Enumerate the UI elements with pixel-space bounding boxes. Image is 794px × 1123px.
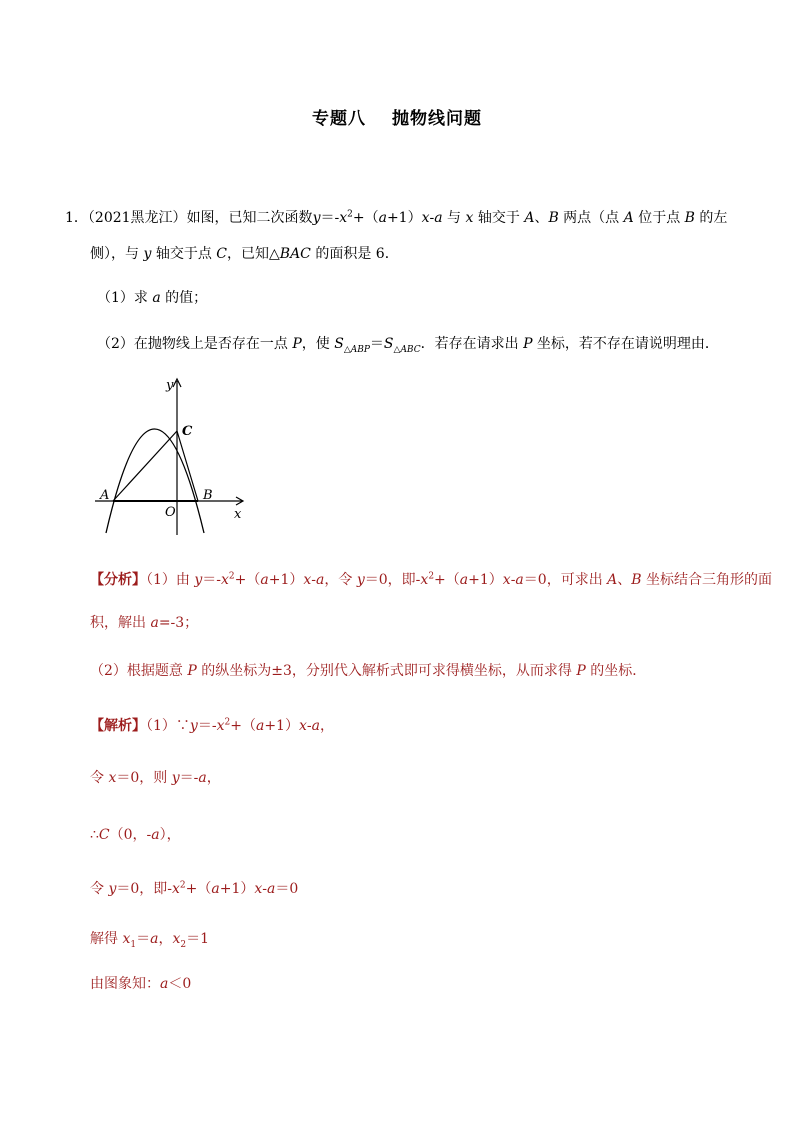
analysis-line-1: 【分析】（1）由 $y=-x^2+(a+1)x-a$，令 y＝0，即$-x^2+(a+1)x-a=0$，可求出 A、B 坐标结合三角形的面 xyxy=(90,571,773,588)
analysis-sub2: （2）根据题意 xyxy=(90,663,183,679)
question-1: （1）求 a 的值； xyxy=(97,290,208,306)
solution-line-5: 解得 $x_1=a$，$x_2=1$ xyxy=(90,931,210,950)
problem-source: （2021黑龙江） xyxy=(87,210,187,226)
label-C: C xyxy=(182,424,193,439)
page-title xyxy=(0,104,794,129)
title-part1: 专题八 xyxy=(312,109,366,129)
solution-line-6: 由图象知：a＜0 xyxy=(90,976,192,992)
label-y: y xyxy=(166,378,174,393)
label-B: B xyxy=(203,488,213,503)
solution-line-2: 令 x＝0，则 y＝-a， xyxy=(90,770,221,786)
solution-line-3: ∴C（0，-a）， xyxy=(90,827,181,843)
analysis-line-2: 积，解出 a=-3； xyxy=(90,615,199,631)
parabola-curve xyxy=(106,429,204,533)
problem-line-2: 侧），与 y 轴交于点 C，已知△BAC 的面积是 6． xyxy=(90,246,399,262)
label-O: O xyxy=(165,505,176,520)
problem-number: 1． xyxy=(65,210,88,226)
solution-line-1: 【解析】$(1)\because y=-x^2+(a+1)x-a$， xyxy=(90,717,334,734)
analysis-line-3: （2）根据题意 P 的纵坐标为±3，分别代入解析式即可求得横坐标，从而求得 P 的坐标． xyxy=(90,663,647,679)
title-part2: 抛物线问题 xyxy=(392,109,482,129)
parabola-figure xyxy=(90,375,250,540)
problem-line-1: 1．（2021黑龙江）如图，已知二次函数$y=-x^2+(a+1)x-a$ 与 x 轴交于 A、B 两点（点 A 位于点 B 的左 xyxy=(65,209,728,226)
label-A: A xyxy=(100,488,110,503)
solution-line-4: 令 y＝0，即$-x^2+(a+1)x-a=0$ xyxy=(90,880,299,897)
question-2: （2）在抛物线上是否存在一点 P，使 $S_{\triangle ABP}=S_{\triangle ABC}$．若存在请求出 P 坐标，若不存在请说明理由． xyxy=(97,336,719,355)
analysis-tag: 【分析】 xyxy=(90,572,146,588)
solution-tag: 【解析】 xyxy=(90,718,146,734)
segment-BC xyxy=(177,431,198,501)
label-x: x xyxy=(234,507,242,522)
segment-AC xyxy=(113,431,177,501)
